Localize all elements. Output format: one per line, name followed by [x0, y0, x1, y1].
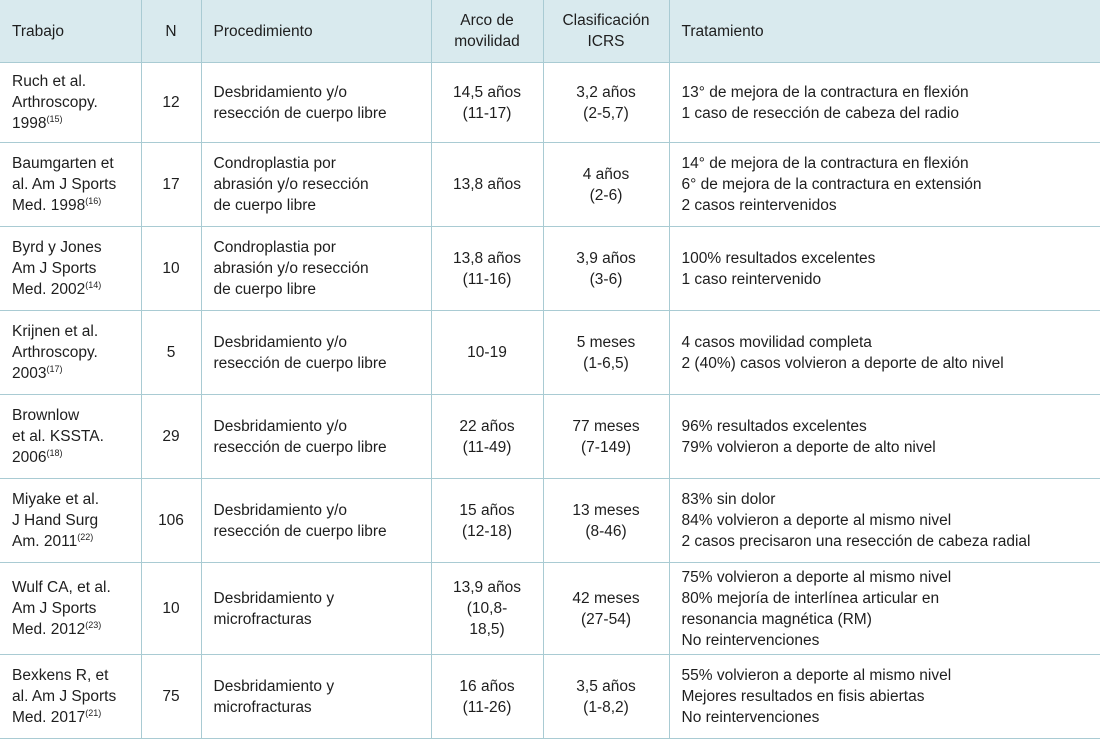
cell-clasificacion-icrs-line [554, 500, 659, 521]
cell-procedimiento-text: resección de cuerpo libre [213, 354, 387, 372]
cell-procedimiento-text: resección de cuerpo libre [213, 438, 387, 456]
cell-trabajo-line [12, 447, 131, 468]
cell-procedimiento-text: de cuerpo libre [213, 197, 317, 214]
cell-trabajo-line [12, 153, 131, 174]
cell-tratamiento-text: 6° de mejora de la contractura en extensión [681, 176, 982, 193]
cell-procedimiento-text: Desbridamiento y/o [213, 83, 348, 101]
cell-trabajo-text: Med. 2012 [12, 621, 86, 638]
cell-clasificacion-icrs-line [554, 588, 659, 609]
cell-procedimiento [201, 63, 431, 143]
cell-trabajo-text: al. Am J Sports [12, 688, 117, 705]
cell-n: 106 [141, 479, 201, 563]
cell-clasificacion-icrs-text: (1-8,2) [583, 698, 629, 716]
reference-number: (22) [77, 531, 94, 542]
cell-tratamiento [669, 227, 1100, 311]
cell-trabajo-text: Baumgarten et [12, 155, 114, 172]
cell-procedimiento-line [214, 588, 421, 609]
table-row [0, 563, 1100, 655]
cell-trabajo-line [12, 707, 131, 728]
cell-n: 10 [141, 227, 201, 311]
cell-tratamiento [669, 143, 1100, 227]
cell-clasificacion-icrs-line [554, 248, 659, 269]
cell-trabajo-text: Ruch et al. [12, 73, 87, 90]
cell-arco-movilidad-line [442, 248, 533, 269]
cell-procedimiento-text: microfracturas [213, 698, 312, 716]
cell-tratamiento-line [682, 174, 1091, 195]
cell-trabajo-text: Bexkens R, et [12, 667, 109, 684]
cell-procedimiento-text: abrasión y/o resección [213, 176, 369, 193]
cell-trabajo-line [12, 405, 131, 426]
cell-procedimiento-line [214, 697, 421, 718]
header-procedimiento: Procedimiento [201, 0, 431, 63]
cell-arco-movilidad-text: (11-49) [462, 438, 512, 456]
cell-trabajo-line [12, 258, 131, 279]
cell-tratamiento-text: 96% resultados excelentes [681, 417, 867, 435]
cell-procedimiento-text: Condroplastia por [213, 155, 336, 172]
reference-number: (15) [46, 113, 63, 124]
cell-clasificacion-icrs-text: (2-6) [589, 186, 623, 204]
cell-tratamiento-line [682, 531, 1091, 552]
cell-clasificacion-icrs [543, 395, 669, 479]
table-row [0, 143, 1100, 227]
cell-procedimiento [201, 311, 431, 395]
cell-tratamiento-line [682, 510, 1091, 531]
cell-clasificacion-icrs-text: (2-5,7) [583, 104, 629, 122]
cell-trabajo-text: et al. KSSTA. [12, 428, 104, 445]
cell-tratamiento-text: 1 caso reintervenido [681, 270, 822, 288]
cell-tratamiento-text: 55% volvieron a deporte al mismo nivel [681, 667, 952, 684]
cell-trabajo [0, 395, 141, 479]
cell-tratamiento-text: No reintervenciones [681, 631, 820, 649]
reference-number: (17) [46, 363, 63, 374]
header-clasificacion-line: ICRS [587, 33, 625, 50]
cell-procedimiento-text: de cuerpo libre [213, 281, 317, 298]
cell-trabajo-line [12, 619, 131, 640]
cell-clasificacion-icrs-text: 3,2 años [576, 83, 636, 101]
cell-trabajo-line [12, 598, 131, 619]
cell-procedimiento-line [214, 676, 421, 697]
cell-clasificacion-icrs-line [554, 697, 659, 718]
cell-tratamiento-text: 79% volvieron a deporte de alto nivel [681, 438, 936, 456]
cell-arco-movilidad [431, 395, 543, 479]
cell-procedimiento-line [214, 416, 421, 437]
cell-tratamiento-text: 83% sin dolor [681, 491, 776, 508]
cell-clasificacion-icrs-line [554, 164, 659, 185]
cell-tratamiento-line [682, 82, 1091, 103]
cell-arco-movilidad-text: (11-17) [462, 104, 512, 122]
cell-procedimiento [201, 655, 431, 739]
cell-tratamiento-line [682, 489, 1091, 510]
cell-arco-movilidad-line [442, 82, 533, 103]
cell-trabajo-text: J Hand Surg [12, 512, 99, 529]
table-row [0, 479, 1100, 563]
cell-tratamiento-line [682, 665, 1091, 686]
cell-trabajo-text: Med. 2017 [12, 709, 86, 726]
header-clasificacion-line: Clasificación [562, 12, 650, 29]
cell-trabajo [0, 227, 141, 311]
cell-clasificacion-icrs-line [554, 416, 659, 437]
cell-tratamiento [669, 395, 1100, 479]
cell-procedimiento [201, 227, 431, 311]
cell-clasificacion-icrs [543, 655, 669, 739]
cell-trabajo-line [12, 510, 131, 531]
cell-tratamiento-line [682, 609, 1091, 630]
cell-procedimiento-text: Condroplastia por [213, 239, 336, 256]
cell-tratamiento-line [682, 248, 1091, 269]
cell-trabajo-text: 2003 [12, 365, 47, 382]
header-arco-line: Arco de [460, 12, 514, 29]
cell-clasificacion-icrs-text: (3-6) [589, 270, 623, 288]
cell-clasificacion-icrs-text: (27-54) [581, 610, 631, 628]
cell-trabajo-line [12, 321, 131, 342]
cell-clasificacion-icrs-text: 42 meses [572, 589, 640, 607]
cell-arco-movilidad-text: 13,8 años [452, 176, 522, 193]
cell-procedimiento-line [214, 332, 421, 353]
cell-clasificacion-icrs-text: 4 años [582, 165, 630, 183]
cell-trabajo-line [12, 237, 131, 258]
cell-procedimiento-line [214, 279, 421, 300]
cell-trabajo-line [12, 113, 131, 134]
cell-tratamiento [669, 63, 1100, 143]
cell-clasificacion-icrs-line [554, 676, 659, 697]
cell-clasificacion-icrs-text: (7-149) [581, 438, 631, 456]
cell-trabajo-line [12, 342, 131, 363]
cell-trabajo-text: Am. 2011 [12, 533, 78, 550]
cell-arco-movilidad-text: (11-26) [462, 698, 512, 716]
cell-trabajo-line [12, 174, 131, 195]
cell-arco-movilidad-line [442, 269, 533, 290]
reference-number: (14) [85, 279, 102, 290]
cell-procedimiento-line [214, 174, 421, 195]
cell-clasificacion-icrs [543, 311, 669, 395]
cell-arco-movilidad [431, 655, 543, 739]
cell-arco-movilidad-line [442, 598, 533, 619]
cell-tratamiento-line [682, 416, 1091, 437]
cell-clasificacion-icrs [543, 143, 669, 227]
cell-arco-movilidad-line [442, 174, 533, 195]
cell-tratamiento-text: 2 casos precisaron una resección de cabeza radial [681, 533, 1031, 550]
cell-tratamiento-text: 4 casos movilidad completa [681, 333, 872, 351]
cell-procedimiento [201, 563, 431, 655]
cell-trabajo-line [12, 426, 131, 447]
cell-trabajo-text: 2006 [12, 449, 47, 466]
header-trabajo: Trabajo [0, 0, 141, 63]
cell-trabajo-line [12, 279, 131, 300]
table-row [0, 63, 1100, 143]
cell-procedimiento-line [214, 153, 421, 174]
cell-n: 5 [141, 311, 201, 395]
cell-tratamiento-line [682, 707, 1091, 728]
cell-tratamiento-line [682, 103, 1091, 124]
cell-clasificacion-icrs [543, 63, 669, 143]
cell-procedimiento-text: Desbridamiento y/o [213, 501, 348, 519]
cell-arco-movilidad-line [442, 500, 533, 521]
cell-tratamiento-text: resonancia magnética (RM) [681, 610, 872, 628]
cell-trabajo-text: Arthroscopy. [12, 344, 98, 361]
cell-clasificacion-icrs [543, 479, 669, 563]
cell-tratamiento-line [682, 153, 1091, 174]
cell-procedimiento-line [214, 195, 421, 216]
cell-clasificacion-icrs-line [554, 353, 659, 374]
cell-clasificacion-icrs-line [554, 185, 659, 206]
cell-clasificacion-icrs-line [554, 269, 659, 290]
cell-procedimiento [201, 395, 431, 479]
cell-arco-movilidad [431, 311, 543, 395]
cell-trabajo [0, 311, 141, 395]
reference-number: (18) [46, 447, 63, 458]
cell-trabajo-line [12, 71, 131, 92]
cell-tratamiento [669, 311, 1100, 395]
cell-arco-movilidad-text: (12-18) [462, 522, 512, 540]
cell-tratamiento-text: 80% mejoría de interlínea articular en [681, 589, 940, 607]
cell-n: 12 [141, 63, 201, 143]
cell-arco-movilidad [431, 143, 543, 227]
cell-arco-movilidad-text: 18,5) [469, 621, 505, 638]
cell-arco-movilidad-text: 16 años [459, 677, 515, 695]
cell-clasificacion-icrs-line [554, 332, 659, 353]
cell-clasificacion-icrs-text: (1-6,5) [583, 354, 629, 372]
cell-trabajo-line [12, 577, 131, 598]
cell-tratamiento-line [682, 437, 1091, 458]
cell-clasificacion-icrs-text: 13 meses [572, 501, 640, 519]
cell-arco-movilidad [431, 563, 543, 655]
cell-trabajo-text: Med. 1998 [12, 197, 86, 214]
cell-tratamiento-line [682, 353, 1091, 374]
cell-trabajo-text: Arthroscopy. [12, 94, 98, 111]
table-row [0, 655, 1100, 739]
cell-clasificacion-icrs-line [554, 82, 659, 103]
cell-procedimiento-text: Desbridamiento y [213, 677, 335, 695]
cell-arco-movilidad-text: 13,8 años [452, 249, 522, 267]
cell-procedimiento-text: Desbridamiento y/o [213, 417, 348, 435]
cell-tratamiento-text: 1 caso de resección de cabeza del radio [681, 104, 959, 122]
cell-clasificacion-icrs-text: 5 meses [576, 333, 636, 351]
cell-tratamiento [669, 563, 1100, 655]
cell-tratamiento-text: 100% resultados excelentes [681, 249, 876, 267]
cell-trabajo [0, 479, 141, 563]
cell-tratamiento-text: Mejores resultados en fisis abiertas [681, 688, 925, 705]
cell-arco-movilidad-line [442, 342, 533, 363]
cell-arco-movilidad-line [442, 676, 533, 697]
cell-tratamiento-text: No reintervenciones [681, 709, 820, 726]
cell-procedimiento-line [214, 103, 421, 124]
cell-tratamiento-line [682, 630, 1091, 651]
cell-arco-movilidad-line [442, 619, 533, 640]
cell-arco-movilidad-line [442, 697, 533, 718]
cell-trabajo [0, 563, 141, 655]
cell-trabajo [0, 63, 141, 143]
cell-procedimiento-text: Desbridamiento y/o [213, 333, 348, 351]
cell-trabajo-text: Med. 2002 [12, 281, 86, 298]
cell-clasificacion-icrs-text: (8-46) [585, 522, 627, 540]
cell-arco-movilidad-line [442, 416, 533, 437]
cell-procedimiento-line [214, 609, 421, 630]
cell-trabajo-text: Wulf CA, et al. [12, 579, 111, 596]
cell-arco-movilidad [431, 63, 543, 143]
cell-tratamiento-text: 84% volvieron a deporte al mismo nivel [681, 512, 952, 529]
cell-n: 75 [141, 655, 201, 739]
cell-trabajo-text: 1998 [12, 115, 47, 132]
cell-trabajo-line [12, 531, 131, 552]
cell-procedimiento-text: abrasión y/o resección [213, 260, 369, 277]
cell-procedimiento-line [214, 437, 421, 458]
cell-n: 29 [141, 395, 201, 479]
cell-clasificacion-icrs-line [554, 521, 659, 542]
cell-clasificacion-icrs-line [554, 437, 659, 458]
cell-tratamiento-text: 13° de mejora de la contractura en flexión [681, 83, 969, 101]
cell-procedimiento-line [214, 353, 421, 374]
header-arco-movilidad [431, 0, 543, 63]
reference-number: (21) [85, 707, 102, 718]
cell-procedimiento-text: Desbridamiento y [213, 589, 335, 607]
cell-arco-movilidad [431, 227, 543, 311]
cell-trabajo [0, 655, 141, 739]
cell-tratamiento-text: 75% volvieron a deporte al mismo nivel [681, 568, 952, 586]
reference-number: (16) [85, 195, 102, 206]
cell-arco-movilidad-text: (10,8- [466, 600, 508, 617]
cell-procedimiento-text: resección de cuerpo libre [213, 522, 387, 540]
cell-arco-movilidad-text: (11-16) [462, 270, 512, 288]
cell-trabajo-line [12, 665, 131, 686]
cell-procedimiento-line [214, 82, 421, 103]
header-row [0, 0, 1100, 63]
cell-procedimiento-line [214, 237, 421, 258]
cell-arco-movilidad-text: 13,9 años [452, 579, 522, 596]
cell-trabajo-text: Am J Sports [12, 260, 97, 277]
cell-procedimiento-line [214, 500, 421, 521]
header-arco-line: movilidad [454, 33, 520, 50]
cell-tratamiento-line [682, 195, 1091, 216]
cell-tratamiento [669, 479, 1100, 563]
cell-arco-movilidad-line [442, 437, 533, 458]
table-row [0, 395, 1100, 479]
cell-arco-movilidad [431, 479, 543, 563]
cell-arco-movilidad-text: 15 años [459, 501, 515, 519]
cell-trabajo-line [12, 195, 131, 216]
cell-clasificacion-icrs-text: 3,5 años [576, 677, 636, 695]
cell-tratamiento-line [682, 588, 1091, 609]
cell-tratamiento-text: 2 (40%) casos volvieron a deporte de alto nivel [681, 354, 1004, 372]
cell-trabajo-text: Miyake et al. [12, 491, 100, 508]
cell-clasificacion-icrs-line [554, 609, 659, 630]
cell-trabajo-text: al. Am J Sports [12, 176, 117, 193]
cell-tratamiento-text: 2 casos reintervenidos [681, 197, 837, 214]
cell-trabajo-text: Krijnen et al. [12, 323, 99, 340]
cell-trabajo-line [12, 363, 131, 384]
cell-procedimiento [201, 479, 431, 563]
cell-trabajo-text: Am J Sports [12, 600, 97, 617]
cell-trabajo-text: Brownlow [12, 407, 80, 424]
cell-trabajo-line [12, 686, 131, 707]
cell-procedimiento-text: microfracturas [213, 610, 312, 628]
cell-arco-movilidad-text: 22 años [459, 417, 515, 435]
cell-tratamiento-text: 14° de mejora de la contractura en flexión [681, 155, 969, 172]
header-tratamiento: Tratamiento [669, 0, 1100, 63]
table-row [0, 227, 1100, 311]
cell-arco-movilidad-text: 10-19 [467, 344, 507, 361]
cell-arco-movilidad-line [442, 103, 533, 124]
cell-clasificacion-icrs [543, 227, 669, 311]
cell-trabajo-text: Byrd y Jones [12, 239, 102, 256]
cell-arco-movilidad-line [442, 577, 533, 598]
header-n: N [141, 0, 201, 63]
cell-clasificacion-icrs-text: 3,9 años [576, 249, 636, 267]
cell-tratamiento-line [682, 686, 1091, 707]
cell-procedimiento-line [214, 521, 421, 542]
cell-tratamiento-line [682, 332, 1091, 353]
cell-arco-movilidad-line [442, 521, 533, 542]
table-row [0, 311, 1100, 395]
cell-tratamiento-line [682, 269, 1091, 290]
cell-procedimiento-text: resección de cuerpo libre [213, 104, 387, 122]
cell-n: 10 [141, 563, 201, 655]
cell-clasificacion-icrs-text: 77 meses [572, 417, 640, 435]
cell-clasificacion-icrs [543, 563, 669, 655]
cell-n: 17 [141, 143, 201, 227]
cell-procedimiento [201, 143, 431, 227]
cell-trabajo-line [12, 489, 131, 510]
cell-tratamiento [669, 655, 1100, 739]
header-clasificacion-icrs [543, 0, 669, 63]
reference-number: (23) [85, 619, 102, 630]
cell-trabajo [0, 143, 141, 227]
cell-arco-movilidad-text: 14,5 años [452, 83, 522, 101]
cell-procedimiento-line [214, 258, 421, 279]
cell-clasificacion-icrs-line [554, 103, 659, 124]
table-body [0, 63, 1100, 739]
cell-tratamiento-line [682, 567, 1091, 588]
cell-trabajo-line [12, 92, 131, 113]
